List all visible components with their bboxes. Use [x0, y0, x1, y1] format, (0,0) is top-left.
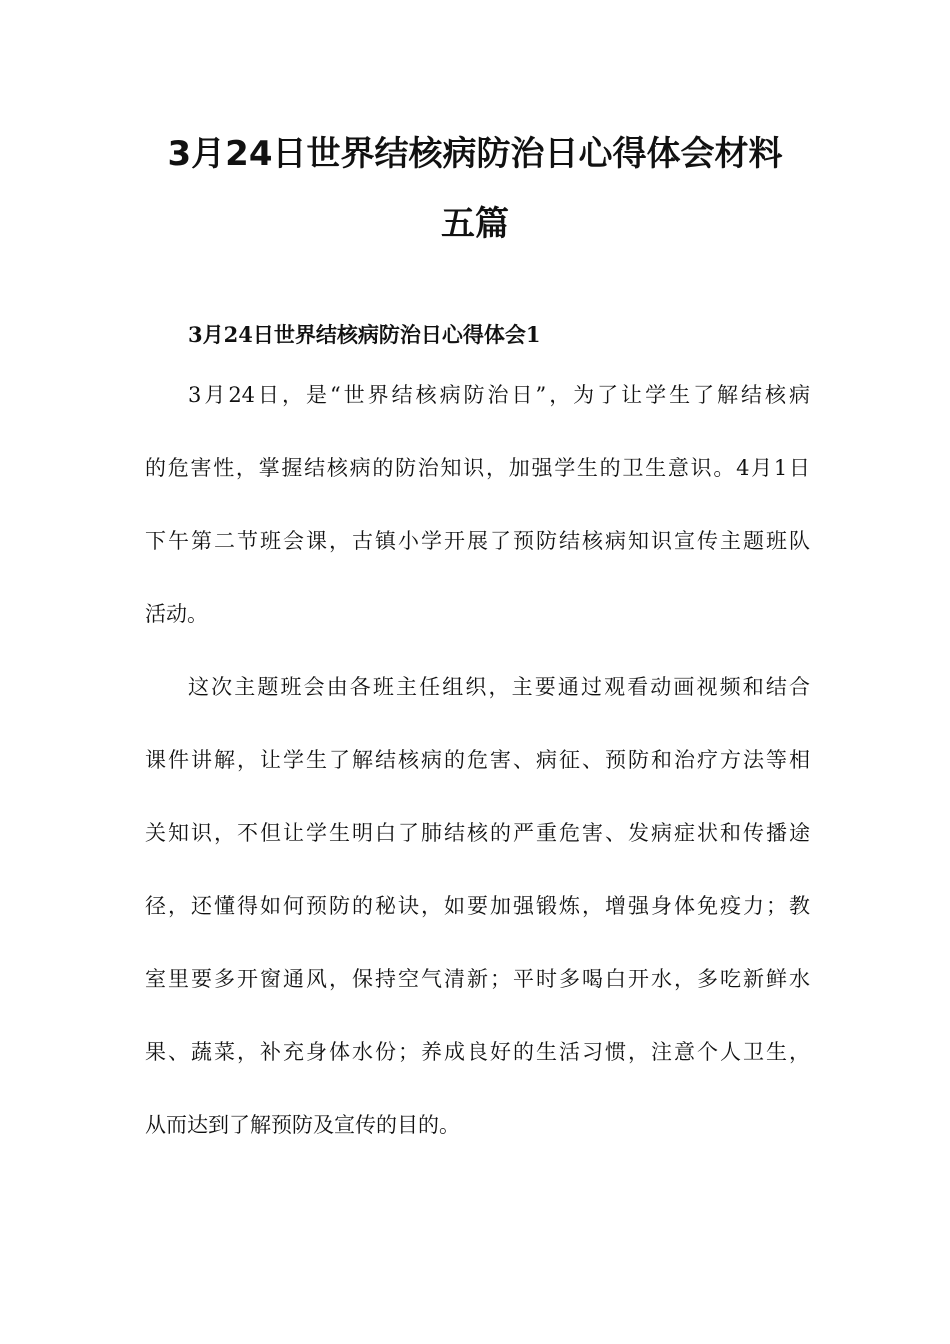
- document-title-line-1: 3月24日世界结核病防治日心得体会材料: [167, 134, 783, 174]
- paragraph-line: 课件讲解，让学生了解结核病的危害、病征、预防和治疗方法等相: [145, 748, 810, 772]
- paragraph-line: 关知识，不但让学生明白了肺结核的严重危害、发病症状和传播途: [145, 821, 810, 845]
- paragraph-line: 下午第二节班会课，古镇小学开展了预防结核病知识宣传主题班队: [145, 529, 810, 553]
- paragraph-line: 的危害性，掌握结核病的防治知识，加强学生的卫生意识。4月1日: [145, 456, 810, 480]
- paragraph-line: 从而达到了解预防及宣传的目的。: [145, 1113, 460, 1137]
- paragraph-line: 径，还懂得如何预防的秘诀，如要加强锻炼，增强身体免疫力；教: [145, 894, 810, 918]
- paragraph-line: 这次主题班会由各班主任组织，主要通过观看动画视频和结合: [188, 675, 810, 699]
- document-title-line-2: 五篇: [441, 204, 509, 244]
- section-heading: 3月24日世界结核病防治日心得体会1: [188, 322, 541, 347]
- paragraph-line: 活动。: [145, 602, 208, 626]
- paragraph-line: 果、蔬菜，补充身体水份；养成良好的生活习惯，注意个人卫生，: [145, 1040, 810, 1064]
- paragraph-line: 室里要多开窗通风，保持空气清新；平时多喝白开水，多吃新鲜水: [145, 967, 810, 991]
- paragraph-line: 3月24日，是“世界结核病防治日”，为了让学生了解结核病: [188, 383, 810, 407]
